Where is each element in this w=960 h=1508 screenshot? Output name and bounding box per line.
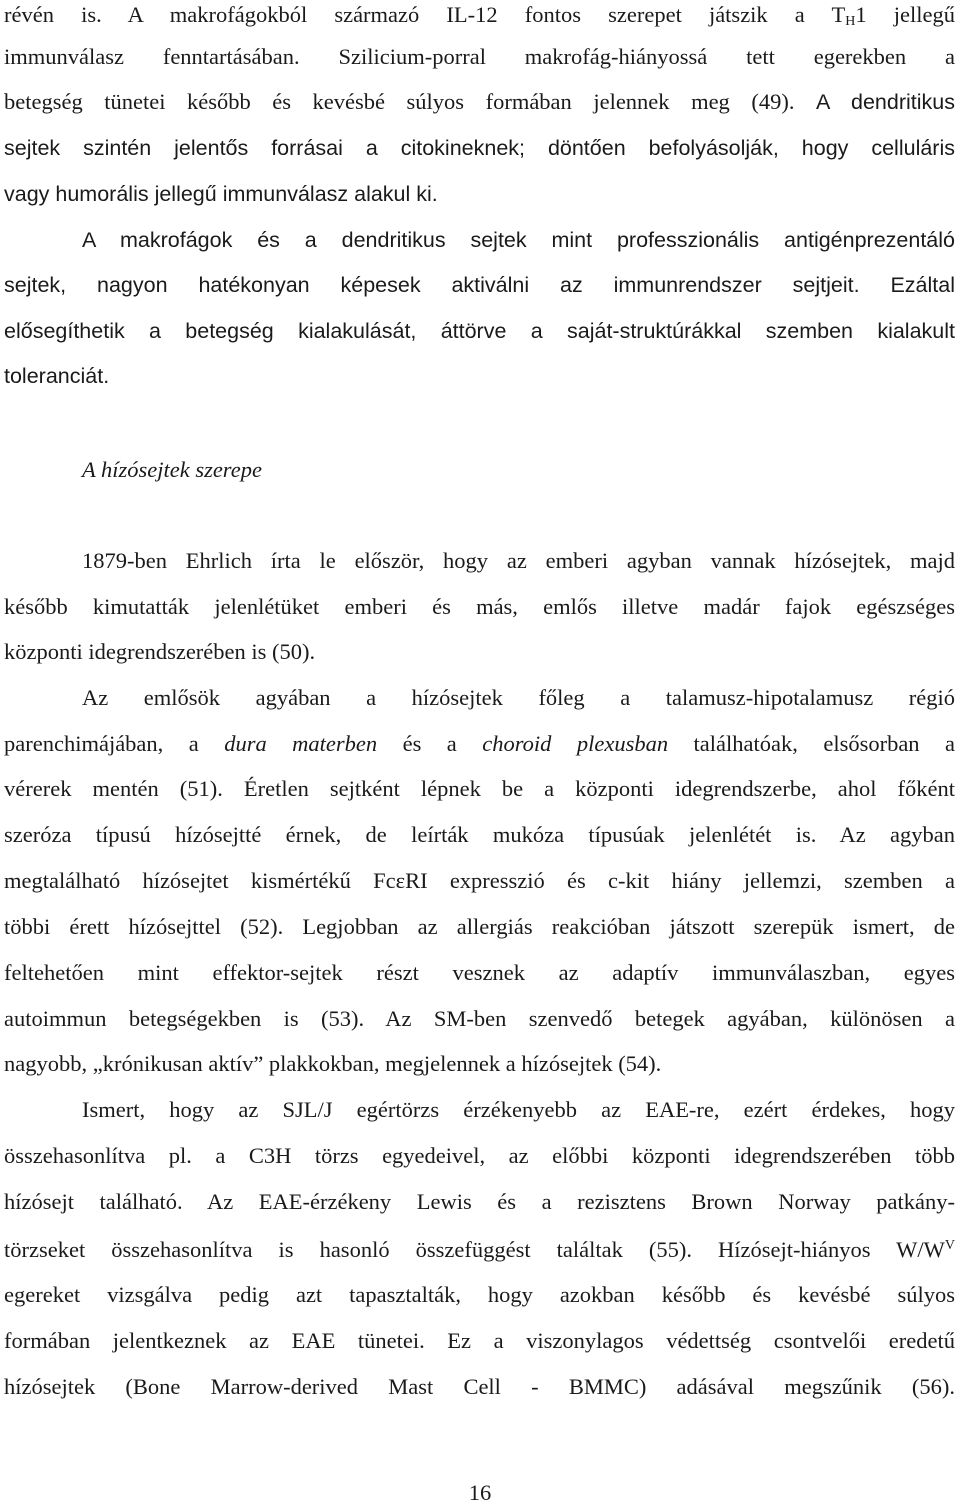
text-run: parenchimájában, a [4, 731, 225, 756]
text-run: 1879-ben Ehrlich írta le először, hogy az emberi agyban vannak hízósejtek, majd [82, 548, 955, 573]
text-run: sejtek szintén jelentős forrásai a citokineknek; döntően befolyásolják, hogy celluláris [4, 136, 955, 160]
text-line [4, 820, 955, 850]
superscript: V [944, 1238, 955, 1253]
text-line [4, 637, 955, 667]
text-run: Ismert, hogy az SJL/J egértörzs érzékenyebb az EAE-re, ezért érdekes, hogy [82, 1097, 955, 1122]
text-run: immunválasz fenntartásában. Szilicium-porral makrofág-hiányossá tett egerekben a [4, 44, 955, 69]
section-heading: A hízósejtek szerepe [82, 457, 262, 482]
text-run: hízósejtek (Bone Marrow-derived Mast Cell - BMMC) adásával megszűnik (56). [4, 1374, 955, 1399]
page-number: 16 [468, 1480, 492, 1505]
text-line [4, 1372, 955, 1402]
text-run: hízósejt található. Az EAE-érzékeny Lewis és a rezisztens Brown Norway patkány- [4, 1189, 955, 1214]
text-run: vérerek mentén (51). Éretlen sejtként lépnek be a központi idegrendszerbe, ahol főként [4, 776, 955, 801]
text-run: toleranciát. [4, 364, 110, 388]
text-line [4, 592, 955, 622]
text-line [4, 958, 955, 988]
text-run: révén is. A makrofágokból származó IL-12 fontos szerepet játszik a T [4, 2, 846, 27]
text-line [4, 0, 955, 30]
text-run: 1 jellegű [855, 2, 955, 27]
text-line [4, 912, 955, 942]
text-line [82, 1095, 955, 1125]
text-line [4, 361, 955, 391]
text-line [4, 42, 955, 72]
text-run: nagyobb, „krónikusan aktív” plakkokban, megjelennek a hízósejtek (54). [4, 1051, 662, 1076]
text-line [4, 87, 955, 117]
text-run: A dendritikus [815, 90, 955, 114]
text-run: összehasonlítva pl. a C3H törzs egyedeivel, az előbbi központi idegrendszerében több [4, 1143, 955, 1168]
text-run: megtalálható hízósejtet kismértékű FcεRI expresszió és c-kit hiány jellemzi, szemben a [4, 868, 955, 893]
text-run: központi idegrendszerében is (50). [4, 639, 316, 664]
text-run: vagy humorális jellegű immunválasz alakul ki. [4, 182, 438, 206]
text-line [82, 546, 955, 576]
text-run: és a [377, 731, 483, 756]
italic-term: dura materben [224, 731, 378, 756]
text-line [4, 179, 955, 209]
text-run: elősegíthetik a betegség kialakulását, áttörve a saját-struktúrákkal szemben kialakult [4, 319, 955, 343]
text-run: egereket vizsgálva pedig azt tapasztalták, hogy azokban később és kevésbé súlyos [4, 1282, 955, 1307]
text-run: autoimmun betegségekben is (53). Az SM-ben szenvedő betegek agyában, különösen a [4, 1006, 955, 1031]
text-run: később kimutatták jelenlétüket emberi és más, emlős illetve madár fajok egészséges [4, 594, 955, 619]
text-run: szeróza típusú hízósejtté érnek, de leírták mukóza típusúak jelenlétét is. Az agyban [4, 822, 955, 847]
text-line [4, 1049, 955, 1079]
text-run: formában jelentkeznek az EAE tünetei. Ez a viszonylagos védettség csontvelői eredetű [4, 1328, 955, 1353]
text-line [4, 270, 955, 300]
text-run: Ezáltal [890, 273, 955, 297]
text-run: betegség tünetei később és kevésbé súlyos formában jelennek meg (49). [4, 89, 795, 114]
text-run: többi érett hízósejttel (52). Legjobban az allergiás reakcióban játszott szerepük ismert, de [4, 914, 955, 939]
subscript: H [845, 14, 856, 29]
text-run: A makrofágok és a dendritikus sejtek mint professzionális antigénprezentáló [82, 228, 955, 252]
text-run: sejtek, nagyon hatékonyan képesek aktiválni az immunrendszer sejtjeit. [4, 273, 860, 297]
text-line [82, 683, 955, 713]
text-line [4, 1141, 955, 1171]
italic-term: choroid plexusban [482, 731, 669, 756]
text-line [4, 866, 955, 896]
text-line [4, 1235, 955, 1265]
text-run: találhatóak, elsősorban a [668, 731, 955, 756]
text-line [4, 316, 955, 346]
text-line [4, 774, 955, 804]
text-run: törzseket összehasonlítva is hasonló összefüggést találtak (55). Hízósejt-hiányos W/W [4, 1237, 945, 1262]
text-line [4, 1187, 955, 1217]
text-run: feltehetően mint effektor-sejtek részt vesznek az adaptív immunválaszban, egyes [4, 960, 955, 985]
text-line [4, 1004, 955, 1034]
text-line [4, 1326, 955, 1356]
text-line [82, 225, 955, 255]
text-run: Az emlősök agyában a hízósejtek főleg a talamusz-hipotalamusz régió [82, 685, 955, 710]
text-line [4, 729, 955, 759]
text-line [4, 1280, 955, 1310]
text-line [4, 133, 955, 163]
